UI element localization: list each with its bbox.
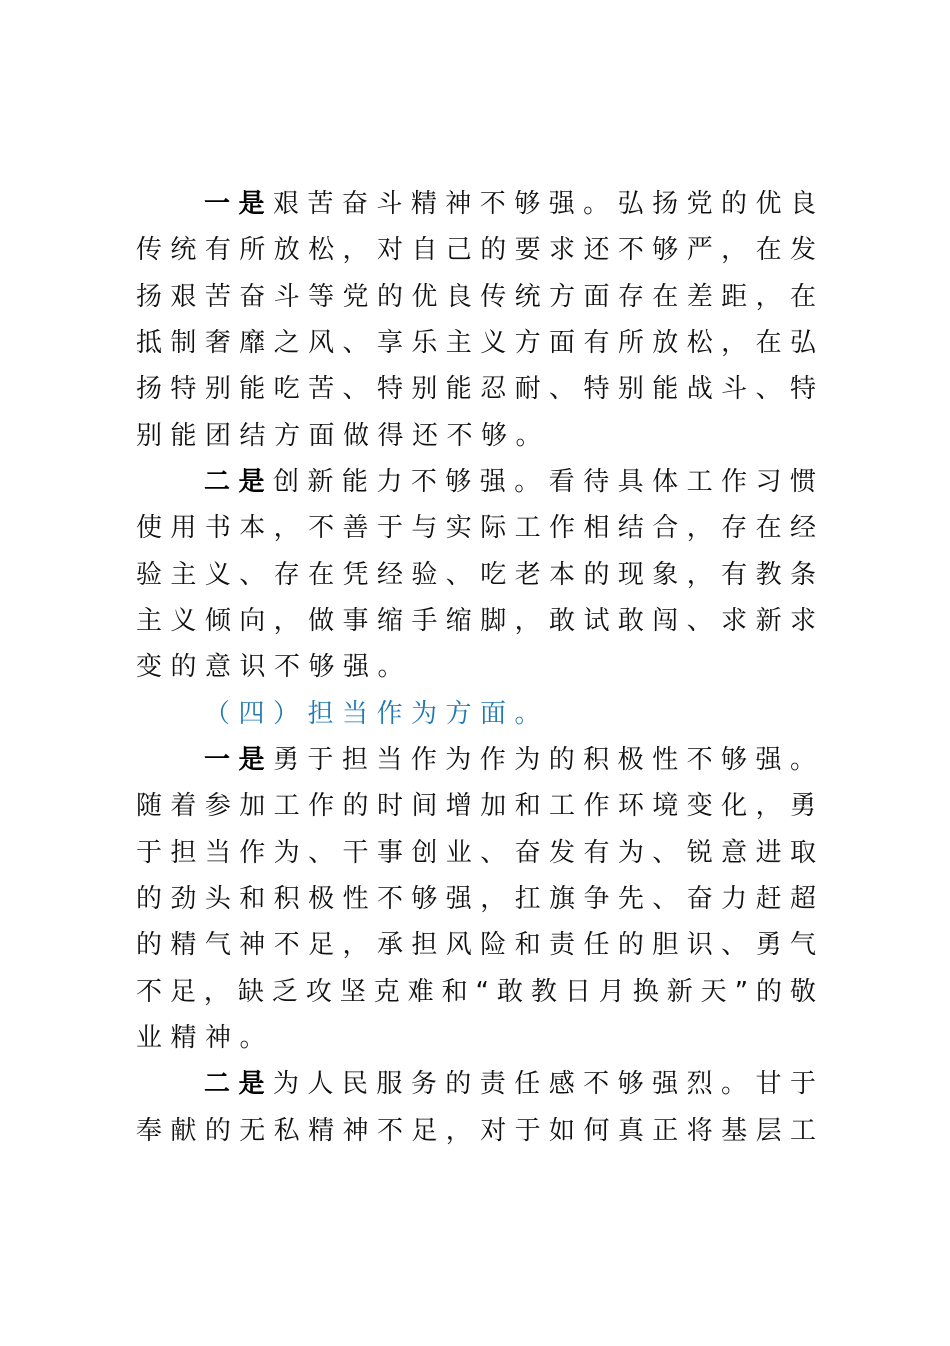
paragraph-3-lead: 一是	[204, 745, 273, 775]
paragraph-3-line-4: 的劲头和积极性不够强，扛旗争先、奋力赶超	[136, 884, 816, 914]
paragraph-3-line-1	[204, 741, 816, 779]
paragraph-1-line-4: 抵制奢靡之风、享乐主义方面有所放松，在弘	[136, 328, 816, 358]
paragraph-4-text: 为人民服务的责任感不够强烈。甘于	[272, 1069, 816, 1099]
paragraph-1-line-1	[204, 185, 816, 223]
paragraph-1-text: 艰苦奋斗精神不够强。弘扬党的优良	[272, 189, 816, 219]
paragraph-2-line-3: 验主义、存在凭经验、吃老本的现象，有教条	[136, 560, 816, 590]
paragraph-1-line-3: 扬艰苦奋斗等党的优良传统方面存在差距，在	[136, 282, 816, 312]
paragraph-4-lead: 二是	[204, 1069, 273, 1099]
paragraph-1-line-5: 扬特别能吃苦、特别能忍耐、特别能战斗、特	[136, 374, 816, 404]
paragraph-2-line-1	[204, 463, 816, 501]
paragraph-1-line-6: 别能团结方面做得还不够。	[136, 421, 551, 451]
paragraph-4-line-2: 奉献的无私精神不足，对于如何真正将基层工	[136, 1116, 816, 1146]
paragraph-1-line-2: 传统有所放松，对自己的要求还不够严，在发	[136, 235, 816, 265]
section-heading: （四）担当作为方面。	[204, 699, 550, 729]
paragraph-3-line-3: 于担当作为、干事创业、奋发有为、锐意进取	[136, 838, 816, 868]
paragraph-3-text: 勇于担当作为作为的积极性不够强。	[272, 745, 816, 775]
paragraph-1-lead: 一是	[204, 189, 273, 219]
paragraph-2-line-2: 使用书本，不善于与实际工作相结合，存在经	[136, 513, 816, 543]
paragraph-2-text: 创新能力不够强。看待具体工作习惯	[272, 467, 816, 497]
paragraph-2-line-5: 变的意识不够强。	[136, 652, 413, 682]
paragraph-3-line-7: 业精神。	[136, 1023, 275, 1053]
paragraph-3-line-2: 随着参加工作的时间增加和工作环境变化，勇	[136, 791, 816, 821]
paragraph-3-line-5: 的精气神不足，承担风险和责任的胆识、勇气	[136, 930, 816, 960]
paragraph-2-line-4: 主义倾向，做事缩手缩脚，敢试敢闯、求新求	[136, 606, 816, 636]
paragraph-2-lead: 二是	[204, 467, 273, 497]
paragraph-3-line-6: 不足，缺乏攻坚克难和“敢教日月换新天”的敬	[136, 977, 816, 1007]
paragraph-4-line-1	[204, 1065, 816, 1103]
